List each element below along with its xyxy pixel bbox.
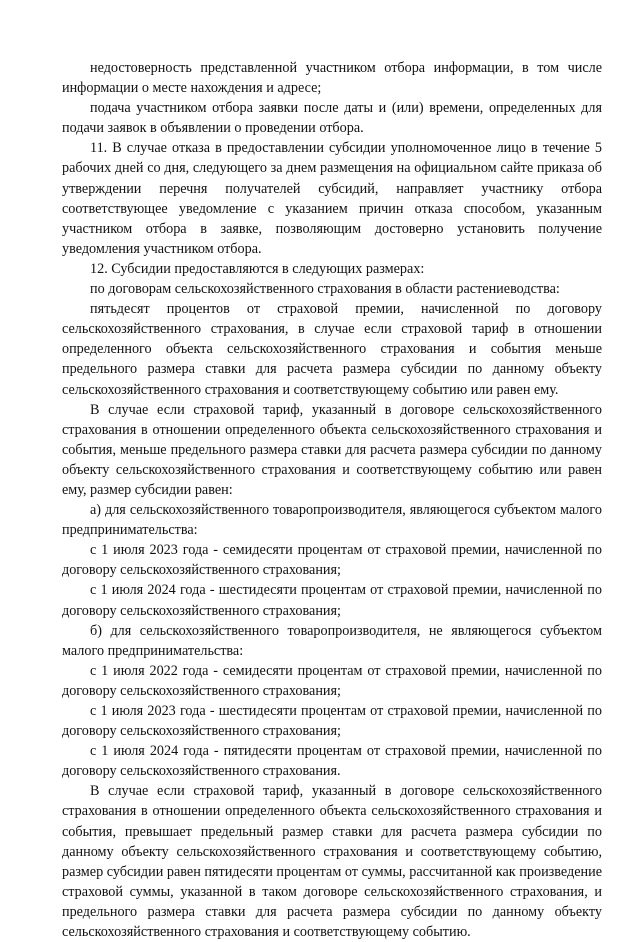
paragraph-5: по договорам сельскохозяйственного страхования в области растениеводства:: [90, 281, 560, 298]
paragraph-14: с 1 июля 2024 года - пятидесяти процентам от страховой премии, начисленной по договору сельскохозяйственного страхования.: [62, 743, 602, 780]
paragraph-9: с 1 июля 2023 года - семидесяти процентам от страховой премии, начисленной по договору сельскохозяйственного страхования;: [62, 542, 602, 579]
paragraph-4: 12. Субсидии предоставляются в следующих размерах:: [90, 260, 425, 277]
paragraph-7: В случае если страховой тариф, указанный в договоре сельскохозяйственного страхования в отношении определенного объекта сельскохозяйственного страхования и события, меньше предельного размера ставки для расчета размера субсидии по данному объекту сельскохозяйственного страхования и соответствующему событию или равен ему, размер субсидии равен:: [62, 401, 602, 498]
paragraph-3: 11. В случае отказа в предоставлении субсидии уполномоченное лицо в течение 5 рабочих дней со дня, следующего за днем размещения на официальном сайте приказа об утверждении перечня получателей субсидий, направляет участнику отбора соответствующее уведомление с указанием причин отказа способом, указанным участником отбора в заявке, позволяющим достоверно установить получение уведомления участником отбора.: [62, 140, 602, 257]
paragraph-6: пятьдесят процентов от страховой премии, начисленной по договору сельскохозяйственного страхования, в случае если страховой тариф в отношении определенного объекта сельскохозяйственного страхования и события меньше предельного размера ставки для расчета размера субсидии по данному объекту сельскохозяйственного страхования и соответствующему событию или равен ему.: [62, 301, 602, 398]
paragraph-10: с 1 июля 2024 года - шестидесяти процентам от страховой премии, начисленной по договору сельскохозяйственного страхования;: [62, 582, 602, 619]
paragraph-11: б) для сельскохозяйственного товаропроизводителя, не являющегося субъектом малого предпринимательства:: [62, 622, 602, 659]
paragraph-12: с 1 июля 2022 года - семидесяти процентам от страховой премии, начисленной по договору сельскохозяйственного страхования;: [62, 662, 602, 699]
paragraph-8: а) для сельскохозяйственного товаропроизводителя, являющегося субъектом малого предпринимательства:: [62, 502, 602, 539]
paragraph-15: В случае если страховой тариф, указанный в договоре сельскохозяйственного страхования в отношении определенного объекта сельскохозяйственного страхования и события, превышает предельный размер ставки для расчета размера субсидии по данному объекту сельскохозяйственного страхования и соответствующему событию, размер субсидии равен пятидесяти процентам от суммы, рассчитанной как произведение страховой суммы, указанной в таком договоре сельскохозяйственного страхования, и предельного размера ставки для расчета размера субсидии по данному объекту сельскохозяйственного страхования и соответствующему событию.: [62, 783, 602, 941]
paragraph-1: недостоверность представленной участником отбора информации, в том числе информации о месте нахождения и адресе;: [62, 60, 602, 97]
document-page: [62, 58, 602, 942]
paragraph-2: подача участником отбора заявки после даты и (или) времени, определенных для подачи заявок в объявлении о проведении отбора.: [62, 100, 602, 137]
paragraph-13: с 1 июля 2023 года - шестидесяти процентам от страховой премии, начисленной по договору сельскохозяйственного страхования;: [62, 703, 602, 740]
